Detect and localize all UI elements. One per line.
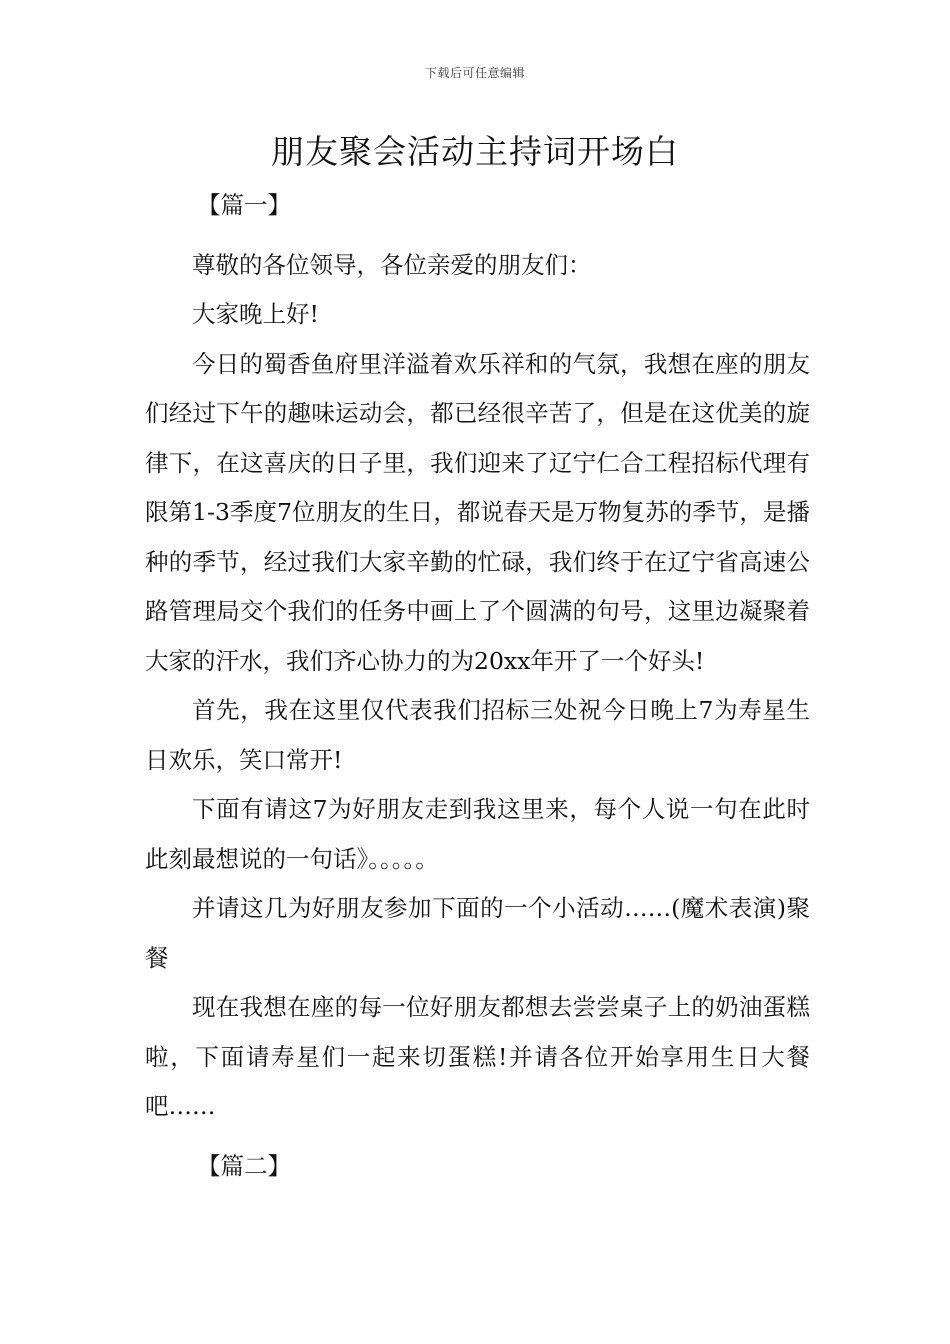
paragraph-activity: 并请这几为好朋友参加下面的一个小活动……(魔术表演)聚餐	[145, 894, 810, 972]
paragraph-greeting: 尊敬的各位领导，各位亲爱的朋友们：	[192, 250, 592, 279]
section-label-2: 【篇二】	[197, 1151, 291, 1180]
paragraph-invitation: 下面有请这7为好朋友走到我这里来，每个人说一句在此时此刻最想说的一句话》。。。。。	[145, 795, 810, 873]
page-title: 朋友聚会活动主持词开场白	[271, 132, 679, 171]
paragraph-good-evening: 大家晚上好!	[192, 300, 319, 328]
section-label-1: 【篇一】	[197, 191, 291, 219]
paragraph-wishes: 首先，我在这里仅代表我们招标三处祝今日晚上7为寿星生日欢乐，笑口常开!	[145, 696, 810, 774]
paragraph-introduction: 今日的蜀香鱼府里洋溢着欢乐祥和的气氛，我想在座的朋友们经过下午的趣味运动会，都已经很辛苦了，但是在这优美的旋律下，在这喜庆的日子里，我们迎来了辽宁仁合工程招标代理有限第1-3季度7位朋友的生日，都说春天是万物复苏的季节，是播种的季节，经过我们大家辛勤的忙碌，我们终于在辽宁省高速公路管理局交个我们的任务中画上了个圆满的句号，这里边凝聚着大家的汗水，我们齐心协力的为20xx年开了一个好头!	[145, 349, 810, 675]
paragraph-cake: 现在我想在座的每一位好朋友都想去尝尝桌子上的奶油蛋糕啦，下面请寿星们一起来切蛋糕!并请各位开始享用生日大餐吧……	[145, 993, 810, 1120]
document-body	[145, 181, 810, 1191]
header-note: 下载后可任意编辑	[424, 66, 525, 80]
